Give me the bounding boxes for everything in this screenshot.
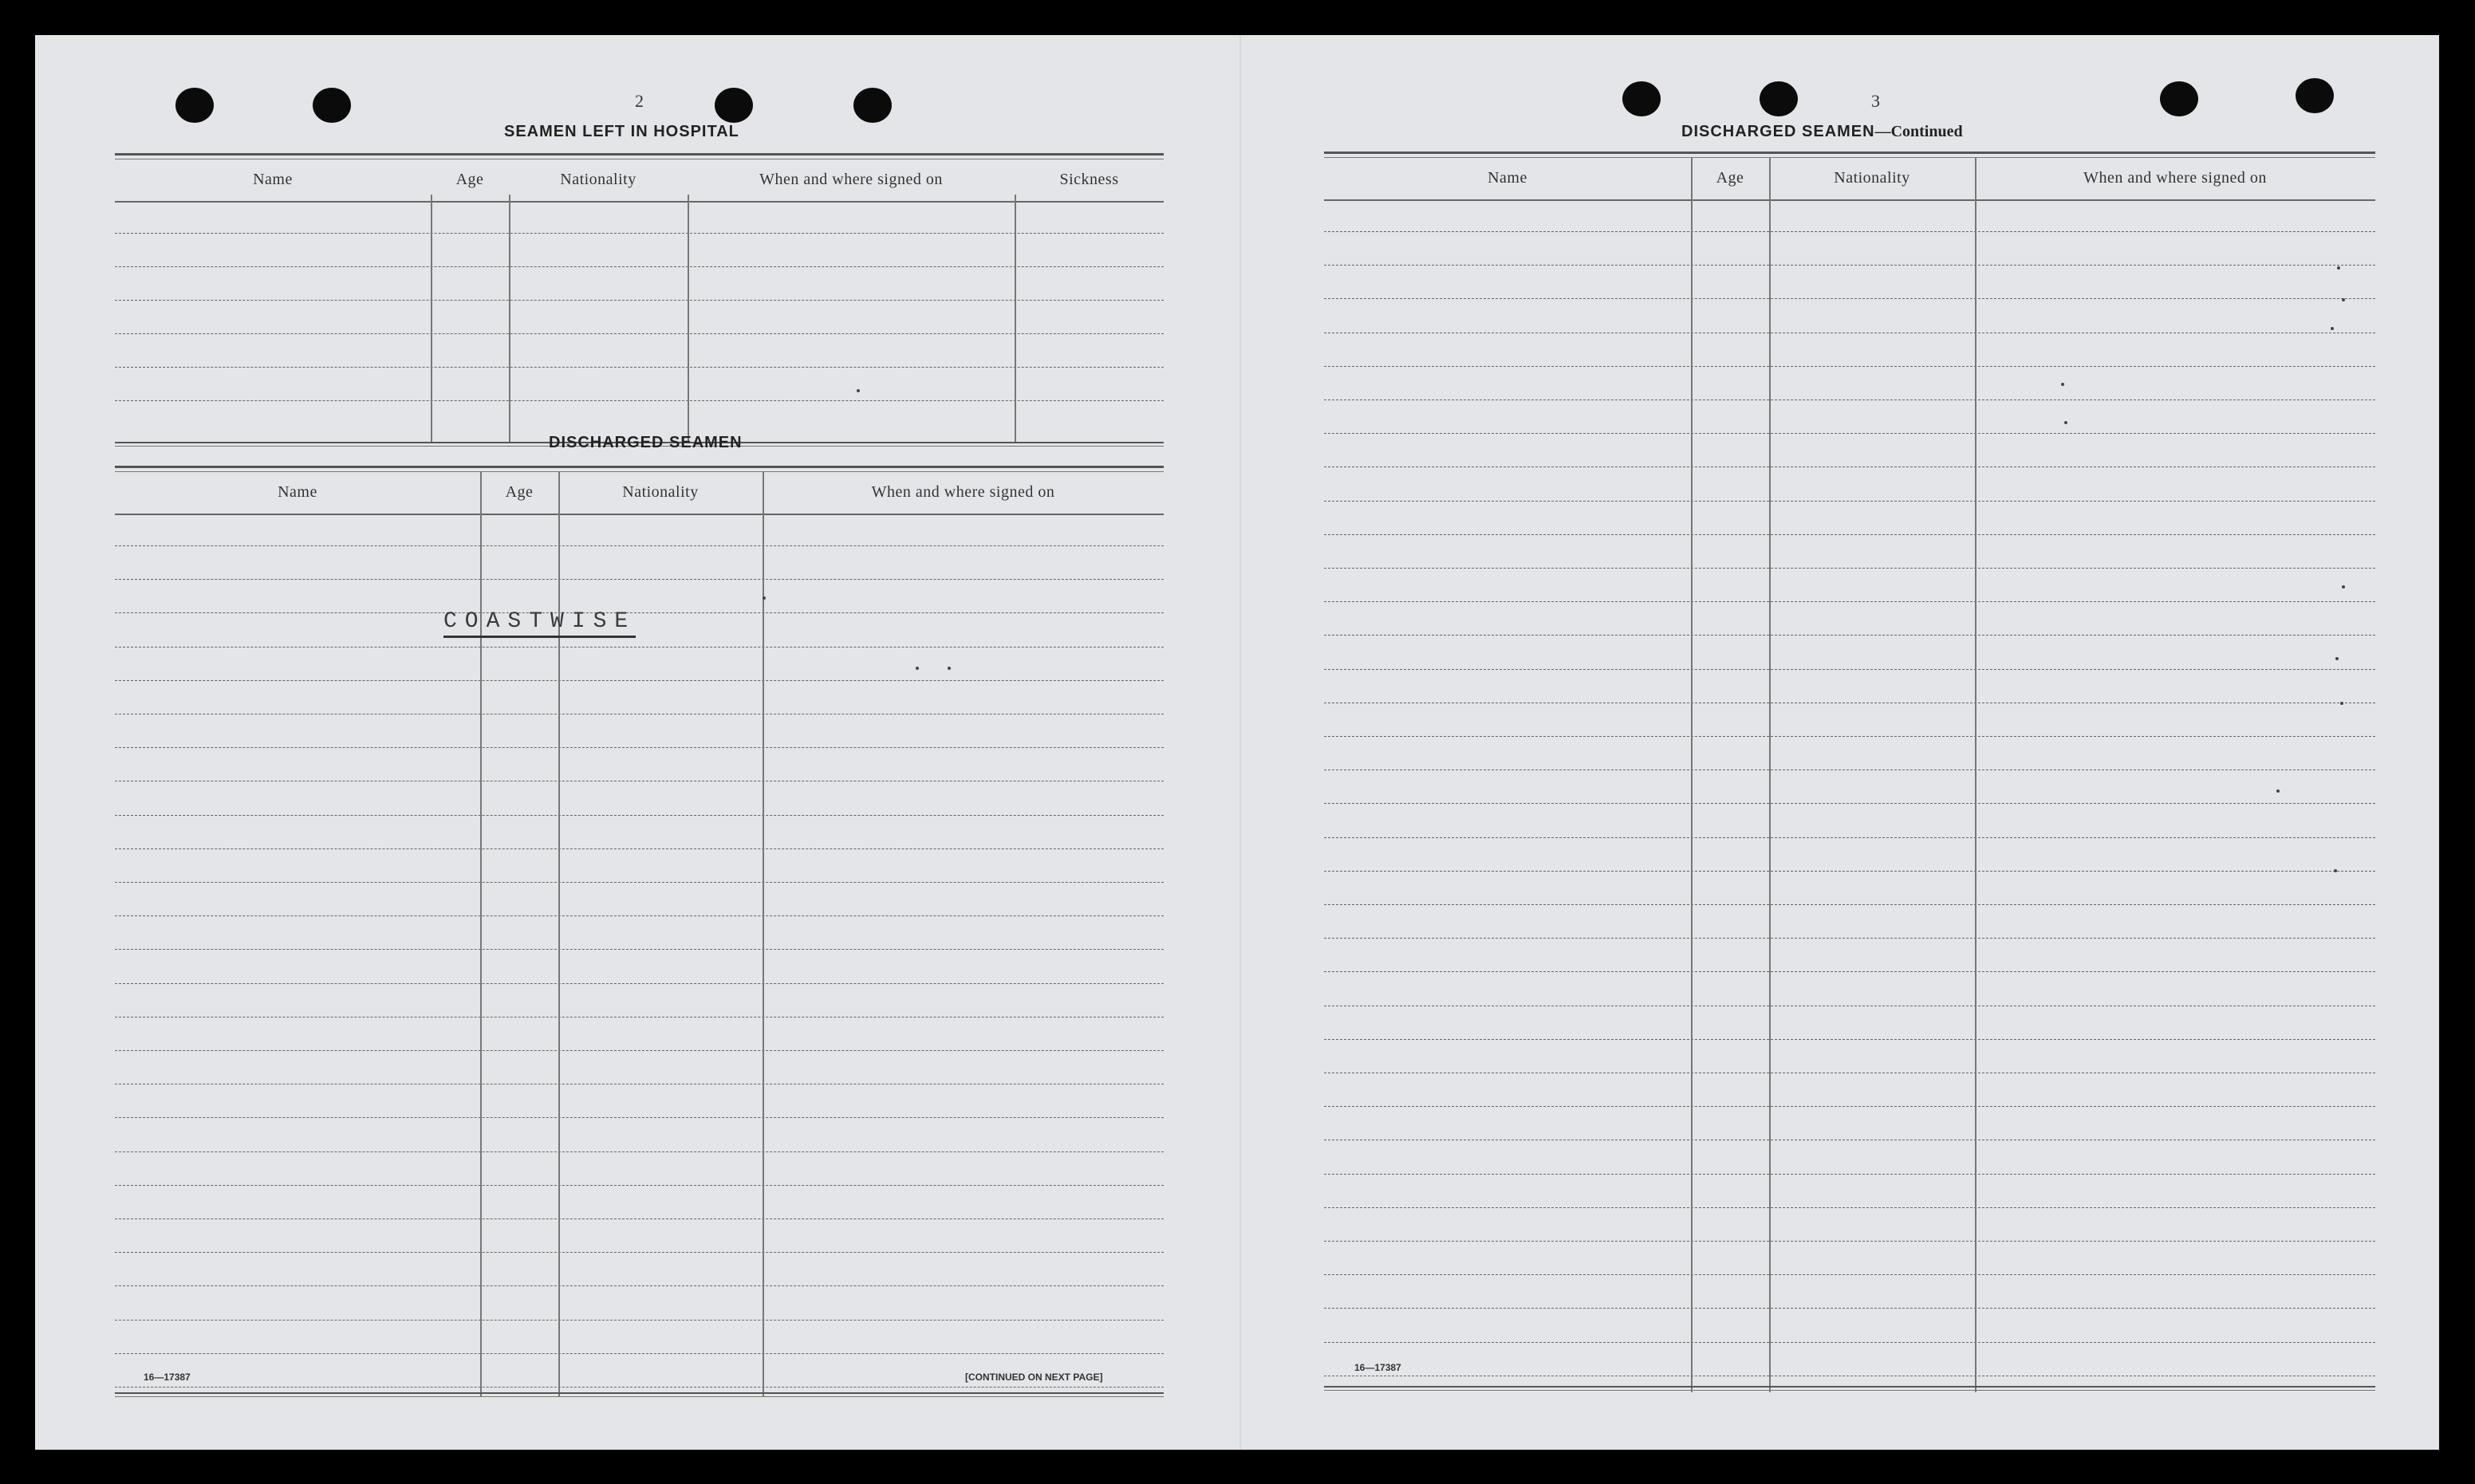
ink-speck xyxy=(2061,383,2064,386)
row-rule xyxy=(115,612,1164,613)
punch-hole xyxy=(1622,81,1661,116)
hospital-section-title: SEAMEN LEFT IN HOSPITAL xyxy=(504,123,739,140)
punch-hole xyxy=(175,88,214,123)
row-rule xyxy=(115,680,1164,681)
column-divider xyxy=(1769,158,1771,1392)
column-divider xyxy=(1975,158,1976,1392)
column-header-name: Name xyxy=(253,171,293,188)
ink-speck xyxy=(2340,702,2343,705)
row-rule xyxy=(1324,366,2375,367)
left-page xyxy=(35,35,1239,1450)
punch-hole xyxy=(853,88,892,123)
row-rule xyxy=(1324,466,2375,467)
column-header-name: Name xyxy=(278,483,317,501)
row-rule xyxy=(115,579,1164,580)
row-rule xyxy=(1324,298,2375,299)
column-divider xyxy=(431,195,432,442)
row-rule xyxy=(115,1017,1164,1018)
discharged-continued-title xyxy=(1681,123,1963,141)
ink-speck xyxy=(916,667,919,670)
table-header xyxy=(1324,158,2375,199)
column-header-signed-on: When and where signed on xyxy=(759,171,943,188)
table-top-rule xyxy=(1324,152,2375,158)
row-rule xyxy=(1324,1342,2375,1343)
row-rule xyxy=(1324,568,2375,569)
ink-speck xyxy=(2331,327,2334,330)
column-divider xyxy=(509,195,510,442)
row-rule xyxy=(1324,803,2375,804)
column-divider xyxy=(763,472,764,1397)
right-page xyxy=(1239,35,2439,1450)
ink-speck xyxy=(2064,421,2067,424)
punch-hole xyxy=(2296,78,2334,113)
row-rule xyxy=(1324,231,2375,232)
ink-speck xyxy=(2337,266,2340,270)
row-rule xyxy=(1324,265,2375,266)
punch-hole xyxy=(715,88,753,123)
row-rule xyxy=(115,1151,1164,1152)
row-rule xyxy=(1324,736,2375,737)
row-rule xyxy=(1324,938,2375,939)
ink-speck xyxy=(2276,789,2280,793)
row-rule xyxy=(1324,971,2375,972)
table-top-rule xyxy=(115,466,1164,472)
row-rule xyxy=(1324,1039,2375,1040)
row-rule xyxy=(1324,534,2375,535)
column-header-age: Age xyxy=(505,483,534,501)
hospital-table xyxy=(115,153,1164,450)
header-rule xyxy=(115,514,1164,515)
table-bottom-rule xyxy=(115,1392,1164,1397)
page-number: 2 xyxy=(635,91,644,111)
form-number: 16—17387 xyxy=(144,1372,191,1383)
column-header-signed-on: When and where signed on xyxy=(871,483,1055,501)
ink-speck xyxy=(763,596,766,600)
discharged-continued-table xyxy=(1324,152,2375,1397)
column-divider xyxy=(1015,195,1016,442)
row-rule xyxy=(115,882,1164,883)
discharged-section-title: DISCHARGED SEAMEN xyxy=(549,434,743,451)
column-header-age: Age xyxy=(455,171,484,188)
row-rule xyxy=(115,1252,1164,1253)
column-header-age: Age xyxy=(1716,169,1744,187)
table-header xyxy=(115,159,1164,201)
title-continued: —Continued xyxy=(1874,123,1963,140)
ink-speck xyxy=(2342,298,2345,301)
row-rule xyxy=(115,545,1164,546)
row-rule xyxy=(115,747,1164,748)
row-rule xyxy=(1324,871,2375,872)
row-rule xyxy=(115,266,1164,267)
row-rule xyxy=(1324,635,2375,636)
row-rule xyxy=(1324,601,2375,602)
row-rule xyxy=(115,647,1164,648)
table-header xyxy=(115,472,1164,514)
ink-speck xyxy=(2335,657,2339,660)
row-rule xyxy=(115,1320,1164,1321)
column-header-signed-on: When and where signed on xyxy=(2083,169,2267,187)
row-rule xyxy=(115,949,1164,950)
document-sheet xyxy=(35,35,2439,1450)
page-number: 3 xyxy=(1871,91,1880,111)
coastwise-stamp: COASTWISE xyxy=(443,609,636,638)
column-header-sickness: Sickness xyxy=(1059,171,1119,188)
row-rule xyxy=(115,1185,1164,1186)
row-rule xyxy=(115,1285,1164,1286)
column-divider xyxy=(1691,158,1693,1392)
row-rule xyxy=(1324,1174,2375,1175)
row-rule xyxy=(1324,1207,2375,1208)
header-rule xyxy=(1324,199,2375,201)
row-rule xyxy=(1324,669,2375,670)
row-rule xyxy=(115,300,1164,301)
row-rule xyxy=(1324,1106,2375,1107)
row-rule xyxy=(115,1218,1164,1219)
row-rule xyxy=(115,983,1164,984)
row-rule xyxy=(1324,837,2375,838)
column-header-name: Name xyxy=(1488,169,1527,187)
ink-speck xyxy=(2342,585,2345,588)
punch-hole xyxy=(313,88,351,123)
row-rule xyxy=(115,815,1164,816)
row-rule xyxy=(1324,904,2375,905)
row-rule xyxy=(1324,1308,2375,1309)
column-divider xyxy=(688,195,689,442)
discharged-table xyxy=(115,466,1164,1403)
table-bottom-rule xyxy=(1324,1386,2375,1391)
row-rule xyxy=(115,848,1164,849)
column-header-nationality: Nationality xyxy=(622,483,699,501)
row-rule xyxy=(1324,1274,2375,1275)
row-rule xyxy=(115,1387,1164,1388)
row-rule xyxy=(115,915,1164,916)
row-rule xyxy=(115,367,1164,368)
header-rule xyxy=(115,201,1164,203)
row-rule xyxy=(115,233,1164,234)
row-rule xyxy=(115,400,1164,401)
row-rule xyxy=(1324,1241,2375,1242)
row-rule xyxy=(115,1117,1164,1118)
ink-speck xyxy=(948,667,951,670)
column-header-nationality: Nationality xyxy=(560,171,636,188)
continued-note: [CONTINUED ON NEXT PAGE] xyxy=(965,1372,1103,1383)
row-rule xyxy=(1324,433,2375,434)
ink-speck xyxy=(2334,869,2337,872)
row-rule xyxy=(115,1050,1164,1051)
form-number: 16—17387 xyxy=(1354,1362,1401,1373)
row-rule xyxy=(115,1353,1164,1354)
punch-hole xyxy=(1760,81,1798,116)
punch-hole xyxy=(2160,81,2198,116)
column-header-nationality: Nationality xyxy=(1834,169,1910,187)
row-rule xyxy=(115,333,1164,334)
row-rule xyxy=(1324,501,2375,502)
table-top-rule xyxy=(115,153,1164,159)
ink-speck xyxy=(857,389,860,392)
title-main: DISCHARGED SEAMEN xyxy=(1681,123,1875,140)
